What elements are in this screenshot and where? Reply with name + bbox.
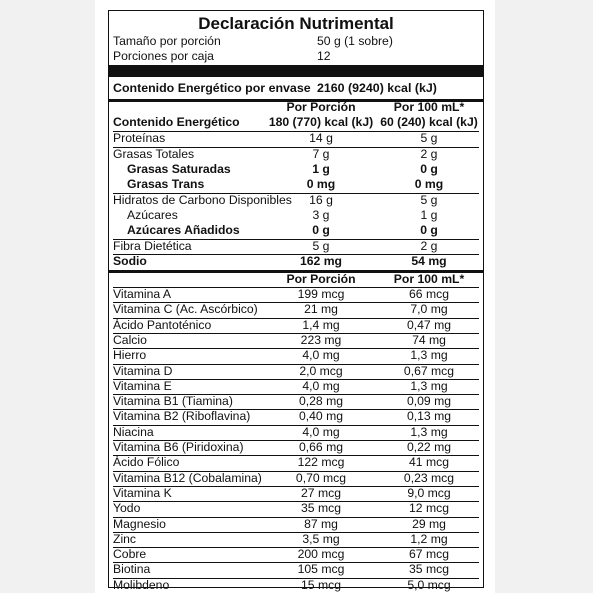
micronutrient-row	[113, 547, 479, 562]
nutrient-value-per-100ml: 0,13 mg	[406, 409, 452, 424]
nutrient-name: Azúcares Añadidos	[127, 223, 240, 237]
nutrient-value-per-serving: 5 g	[312, 239, 330, 253]
nutrient-name: Molibdeno	[113, 577, 170, 592]
nutrient-value-per-100ml: 7,0 mg	[410, 302, 448, 317]
section1-col2-header: Por 100 mL*	[393, 100, 465, 114]
micronutrient-row	[113, 333, 479, 348]
section1-header	[113, 100, 479, 115]
nutrient-name: Proteínas	[113, 131, 166, 145]
nutrient-value-per-serving: 200 mcg	[297, 547, 345, 562]
nutrient-value-per-serving: 15 mcg	[301, 577, 341, 592]
nutrient-value-per-100ml: 1,2 mg	[410, 531, 448, 546]
nutrient-value-per-100ml: 2 g	[420, 239, 438, 253]
micronutrient-row	[113, 302, 479, 317]
nutrient-name: Vitamina B2 (Riboflavina)	[113, 409, 251, 424]
nutrient-value-per-serving: 35 mcg	[301, 501, 341, 516]
nutrient-name: Vitamina B1 (Tiamina)	[113, 394, 233, 409]
nutrient-value-per-100ml: 1 g	[420, 208, 438, 222]
micronutrient-row	[113, 379, 479, 394]
nutrient-row-sodium	[113, 254, 479, 269]
micronutrient-row	[113, 409, 479, 424]
nutrient-value-per-100ml: 0,09 mg	[406, 394, 452, 409]
nutrient-value-per-serving: 0,40 mg	[298, 409, 344, 424]
nutrient-value-per-serving: 3 g	[312, 208, 330, 222]
section1-col1-header: Por Porción	[286, 100, 356, 114]
nutrient-value-per-serving: 7 g	[312, 147, 330, 161]
nutrient-name: Contenido Energético	[113, 115, 240, 129]
nutrient-value-per-100ml: 0,22 mg	[406, 440, 452, 454]
nutrient-row-energy	[113, 115, 479, 130]
nutrient-value-per-serving: 4,0 mg	[302, 348, 340, 363]
nutrient-name: Sodio	[113, 254, 147, 268]
nutrient-value-per-100ml: 5 g	[420, 131, 438, 145]
nutrient-value-per-100ml: 0 g	[420, 162, 438, 176]
nutrient-name: Vitamina E	[113, 378, 172, 393]
nutrient-value-per-serving: 1,4 mg	[302, 317, 340, 332]
nutrient-name: Hierro	[113, 348, 147, 363]
nutrient-value-per-serving: 162 mg	[299, 254, 342, 268]
serving-size-label: Tamaño por porción	[113, 34, 221, 48]
nutrient-row-fiber	[113, 239, 479, 254]
nutrient-name: Grasas Totales	[113, 147, 195, 161]
nutrient-value-per-100ml: 54 mg	[411, 254, 447, 268]
nutrient-name: Vitamina K	[113, 485, 172, 500]
nutrient-row-protein	[113, 131, 479, 146]
micronutrient-row	[113, 517, 479, 532]
nutrient-name: Ácido Pantoténico	[113, 317, 212, 332]
micronutrient-row	[113, 364, 479, 379]
nutrient-value-per-serving: 0 g	[312, 223, 330, 237]
nutrient-value-per-100ml: 41 mcg	[409, 455, 449, 470]
nutrient-value-per-serving: 0,28 mg	[298, 394, 344, 409]
nutrient-name: Ácido Fólico	[113, 455, 180, 470]
micronutrient-row	[113, 471, 479, 486]
serving-size-row	[113, 34, 479, 49]
nutrient-value-per-serving: 3,5 mg	[302, 531, 340, 546]
nutrient-value-per-100ml: 60 (240) kcal (kJ)	[380, 115, 478, 129]
nutrient-row-sugars	[113, 208, 479, 223]
label-title: Declaración Nutrimental	[198, 14, 394, 33]
micronutrient-row	[113, 578, 479, 593]
micronutrient-row	[113, 532, 479, 547]
nutrient-name: Vitamina B12 (Cobalamina)	[113, 470, 262, 485]
nutrient-row-trans-fat	[113, 177, 479, 192]
servings-per-box-value: 12	[317, 49, 331, 63]
nutrient-name: Vitamina B6 (Piridoxina)	[113, 440, 244, 454]
section2-col1-header: Por Porción	[286, 272, 356, 286]
nutrient-name: Fibra Dietética	[113, 239, 192, 253]
micronutrient-row	[113, 501, 479, 516]
nutrient-name: Niacina	[113, 424, 154, 439]
micronutrient-row	[113, 348, 479, 363]
nutrient-name: Calcio	[113, 332, 147, 347]
nutrient-name: Biotina	[113, 562, 151, 577]
nutrient-name: Cobre	[113, 547, 147, 562]
nutrient-value-per-serving: 16 g	[309, 193, 333, 207]
nutrient-value-per-serving: 1 g	[312, 162, 330, 176]
nutrient-value-per-serving: 0,66 mg	[298, 440, 344, 454]
nutrient-name: Grasas Saturadas	[127, 162, 231, 176]
nutrient-name: Hidratos de Carbono Disponibles	[113, 193, 292, 207]
micronutrient-row	[113, 562, 479, 577]
nutrient-value-per-serving: 199 mcg	[297, 287, 345, 301]
thick-divider	[109, 65, 483, 77]
nutrient-row-saturated-fat	[113, 162, 479, 177]
nutrient-value-per-100ml: 5,0 mcg	[407, 577, 451, 592]
nutrient-value-per-100ml: 0 g	[420, 223, 438, 237]
energy-per-container-row	[113, 77, 479, 99]
nutrient-row-added-sugars	[113, 223, 479, 238]
nutrient-value-per-100ml: 0,47 mg	[406, 317, 452, 332]
nutrient-row-carbs	[113, 193, 479, 208]
section2-col2-header: Por 100 mL*	[393, 272, 465, 286]
nutrient-value-per-100ml: 2 g	[420, 147, 438, 161]
nutrient-name: Vitamina A	[113, 287, 172, 301]
nutrient-name: Vitamina D	[113, 363, 173, 378]
micronutrient-row	[113, 318, 479, 333]
nutrient-name: Grasas Trans	[127, 177, 205, 191]
nutrient-name: Magnesio	[113, 516, 166, 531]
nutrient-value-per-100ml: 9,0 mcg	[407, 485, 451, 500]
nutrient-name: Yodo	[113, 501, 141, 516]
nutrient-value-per-serving: 2,0 mcg	[299, 363, 343, 378]
nutrient-value-per-serving: 27 mcg	[301, 485, 341, 500]
servings-per-box-label: Porciones por caja	[113, 49, 214, 63]
nutrient-name: Vitamina C (Ac. Ascórbico)	[113, 302, 258, 317]
nutrient-value-per-serving: 14 g	[309, 131, 333, 145]
nutrient-value-per-100ml: 1,3 mg	[410, 378, 448, 393]
nutrient-value-per-100ml: 0,23 mcg	[403, 470, 455, 485]
energy-per-container-value: 2160 (9240) kcal (kJ)	[317, 81, 437, 95]
nutrient-value-per-100ml: 5 g	[420, 193, 438, 207]
nutrient-row-total-fat	[113, 147, 479, 162]
nutrient-value-per-100ml: 35 mcg	[409, 562, 449, 577]
nutrient-name: Azúcares	[127, 208, 178, 222]
nutrient-value-per-serving: 4,0 mg	[302, 378, 340, 393]
nutrient-value-per-100ml: 0,67 mcg	[403, 363, 455, 378]
nutrient-value-per-serving: 122 mcg	[297, 455, 345, 470]
micronutrient-row	[113, 394, 479, 409]
nutrient-value-per-100ml: 1,3 mg	[410, 348, 448, 363]
micronutrient-row	[113, 486, 479, 501]
nutrient-value-per-serving: 4,0 mg	[302, 424, 340, 439]
nutrient-value-per-serving: 0 mg	[306, 177, 336, 191]
servings-per-box-row	[113, 49, 479, 64]
nutrient-value-per-serving: 105 mcg	[297, 562, 345, 577]
nutrient-value-per-serving: 180 (770) kcal (kJ)	[268, 115, 374, 129]
nutrient-value-per-100ml: 67 mcg	[409, 547, 449, 562]
serving-size-value: 50 g (1 sobre)	[317, 34, 393, 48]
nutrient-value-per-100ml: 66 mcg	[409, 287, 449, 301]
energy-per-container-label: Contenido Energético por envase	[113, 81, 311, 95]
micronutrient-row	[113, 440, 479, 455]
section2-header	[113, 272, 479, 287]
nutrient-value-per-serving: 0,70 mcg	[295, 470, 347, 485]
micronutrient-row	[113, 425, 479, 440]
micronutrient-row	[113, 455, 479, 470]
nutrient-value-per-serving: 21 mg	[304, 302, 338, 317]
micronutrient-row	[113, 287, 479, 302]
nutrient-value-per-serving: 87 mg	[304, 516, 338, 531]
nutrient-value-per-100ml: 1,3 mg	[410, 424, 448, 439]
nutrient-name: Zinc	[113, 531, 137, 546]
nutrient-value-per-100ml: 12 mcg	[409, 501, 449, 516]
nutrient-value-per-serving: 223 mg	[300, 332, 342, 347]
nutrient-value-per-100ml: 29 mg	[412, 516, 446, 531]
nutrition-label	[108, 10, 484, 592]
nutrient-value-per-100ml: 0 mg	[414, 177, 444, 191]
nutrient-value-per-100ml: 74 mg	[412, 332, 446, 347]
